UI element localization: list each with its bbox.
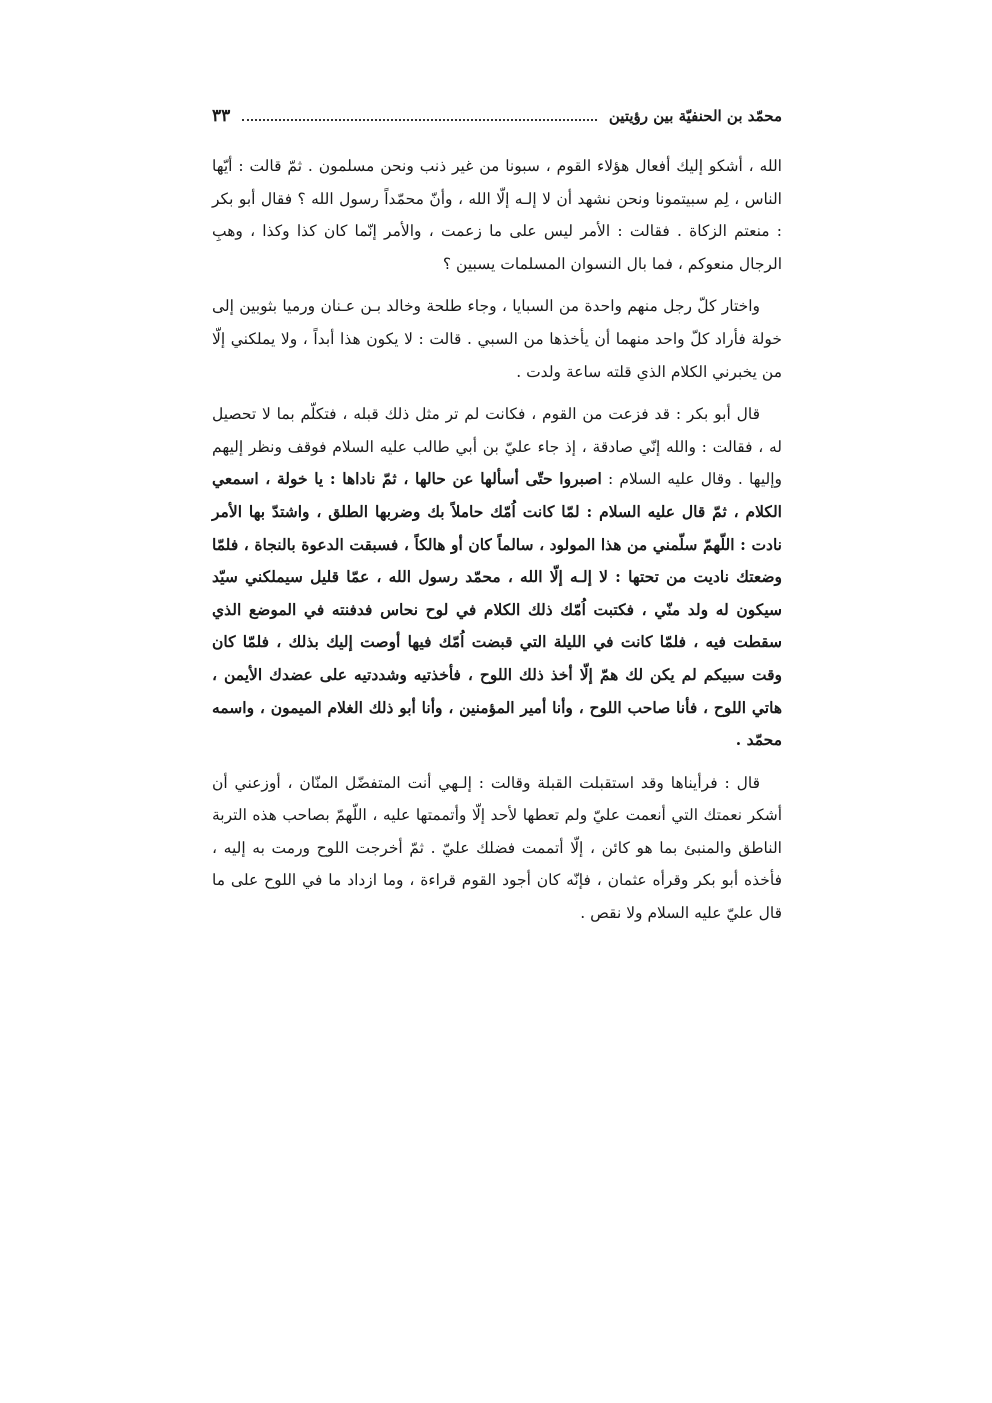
paragraph-2: واختار كلّ رجل منهم واحدة من السبايا ، وجاء طلحة وخالد بـن عـنان ورميا بثوبين إلى خولة فأراد كلّ واحد منهما أن يأخذها من السبي . قالت : لا يكون هذا أبداً ، ولا يملكني إلّا من يخبرني الكلام الذي قلته ساعة ولدت . xyxy=(212,297,782,381)
paragraph-1: الله ، أشكو إليك أفعال هؤلاء القوم ، سبونا من غير ذنب ونحن مسلمون . ثمّ قالت : أيّها الناس ، لِم سبيتمونا ونحن نشهد أن لا إلـه إلّا الله ، وأنّ محمّداً رسول الله ؟ فقال أبو بكر : منعتم الزكاة . فقالت : الأمر ليس على ما زعمت ، والأمر إنّما كان كذا وكذا ، وهبِ الرجال منعوكم ، فما بال النسوان المسلمات يسبين ؟ xyxy=(212,157,782,273)
dot-leader xyxy=(242,119,597,121)
paragraph-3-plain: قال أبو بكر : قد فزعت من القوم ، فكانت لم تر مثل ذلك قبله ، فتكلّم بما لا تحصيل له ، فقالت : والله إنّي صادقة ، إذ جاء عليّ بن أبي طالب عليه السلام فوقف ونظر إليهم وإليها . وقال عليه السلام : xyxy=(212,405,783,489)
page-number: ٣٣ xyxy=(212,106,231,126)
paragraph-4: قال : فرأيناها وقد استقبلت القبلة وقالت : إلـهي أنت المتفضّل المنّان ، أوزعني أن أشكر نعمتك التي أنعمت عليّ ولم تعطها لأحد إلّا وأتممتها عليه ، اللّهمّ بصاحب هذه التربة الناطق والمنبئ بما هو كائن ، إلّا أتممت فضلك عليّ . ثمّ أخرجت اللوح ورمت به إليه ، فأخذه أبو بكر وقرأه عثمان ، فإنّه كان أجود القوم قراءة ، وما ازداد ما في اللوح على ما قال عليّ عليه السلام ولا نقص . xyxy=(212,773,782,923)
page-body xyxy=(212,150,782,940)
paragraph-3 xyxy=(212,398,782,757)
running-header xyxy=(212,101,782,131)
chapter-title: محمّد بن الحنفيّة بين رؤيتين xyxy=(608,107,782,125)
paragraph-3-quote: اصبروا حتّى أسألها عن حالها ، ثمّ ناداها : يا خولة ، اسمعي الكلام ، ثمّ قال عليه السلام : لمّا كانت اُمّك حاملاً بك وضربها الطلق ، واشتدّ بها الأمر نادت : اللّهمّ سلّمني من هذا المولود ، سالماً كان أو هالكاً ، فسبقت الدعوة بالنجاة ، فلمّا وضعتك ناديت من تحتها : لا إلـه إلّا الله ، محمّد رسول الله ، عمّا قليل سيملكني سيّد سيكون له ولد منّي ، فكتبت اُمّك ذلك الكلام في لوح نحاس فدفنته في الموضع الذي سقطت فيه ، فلمّا كانت في الليلة التي قبضت اُمّك فيها أوصت إليك بذلك ، فلمّا كان وقت سبيكم لم يكن لك همّ إلّا أخذ ذلك اللوح ، فأخذتيه وشددتيه على عضدك الأيمن ، هاتي اللوح ، فأنا صاحب اللوح ، وأنا أمير المؤمنين ، وأنا أبو ذلك الغلام الميمون ، واسمه محمّد . xyxy=(212,469,782,750)
